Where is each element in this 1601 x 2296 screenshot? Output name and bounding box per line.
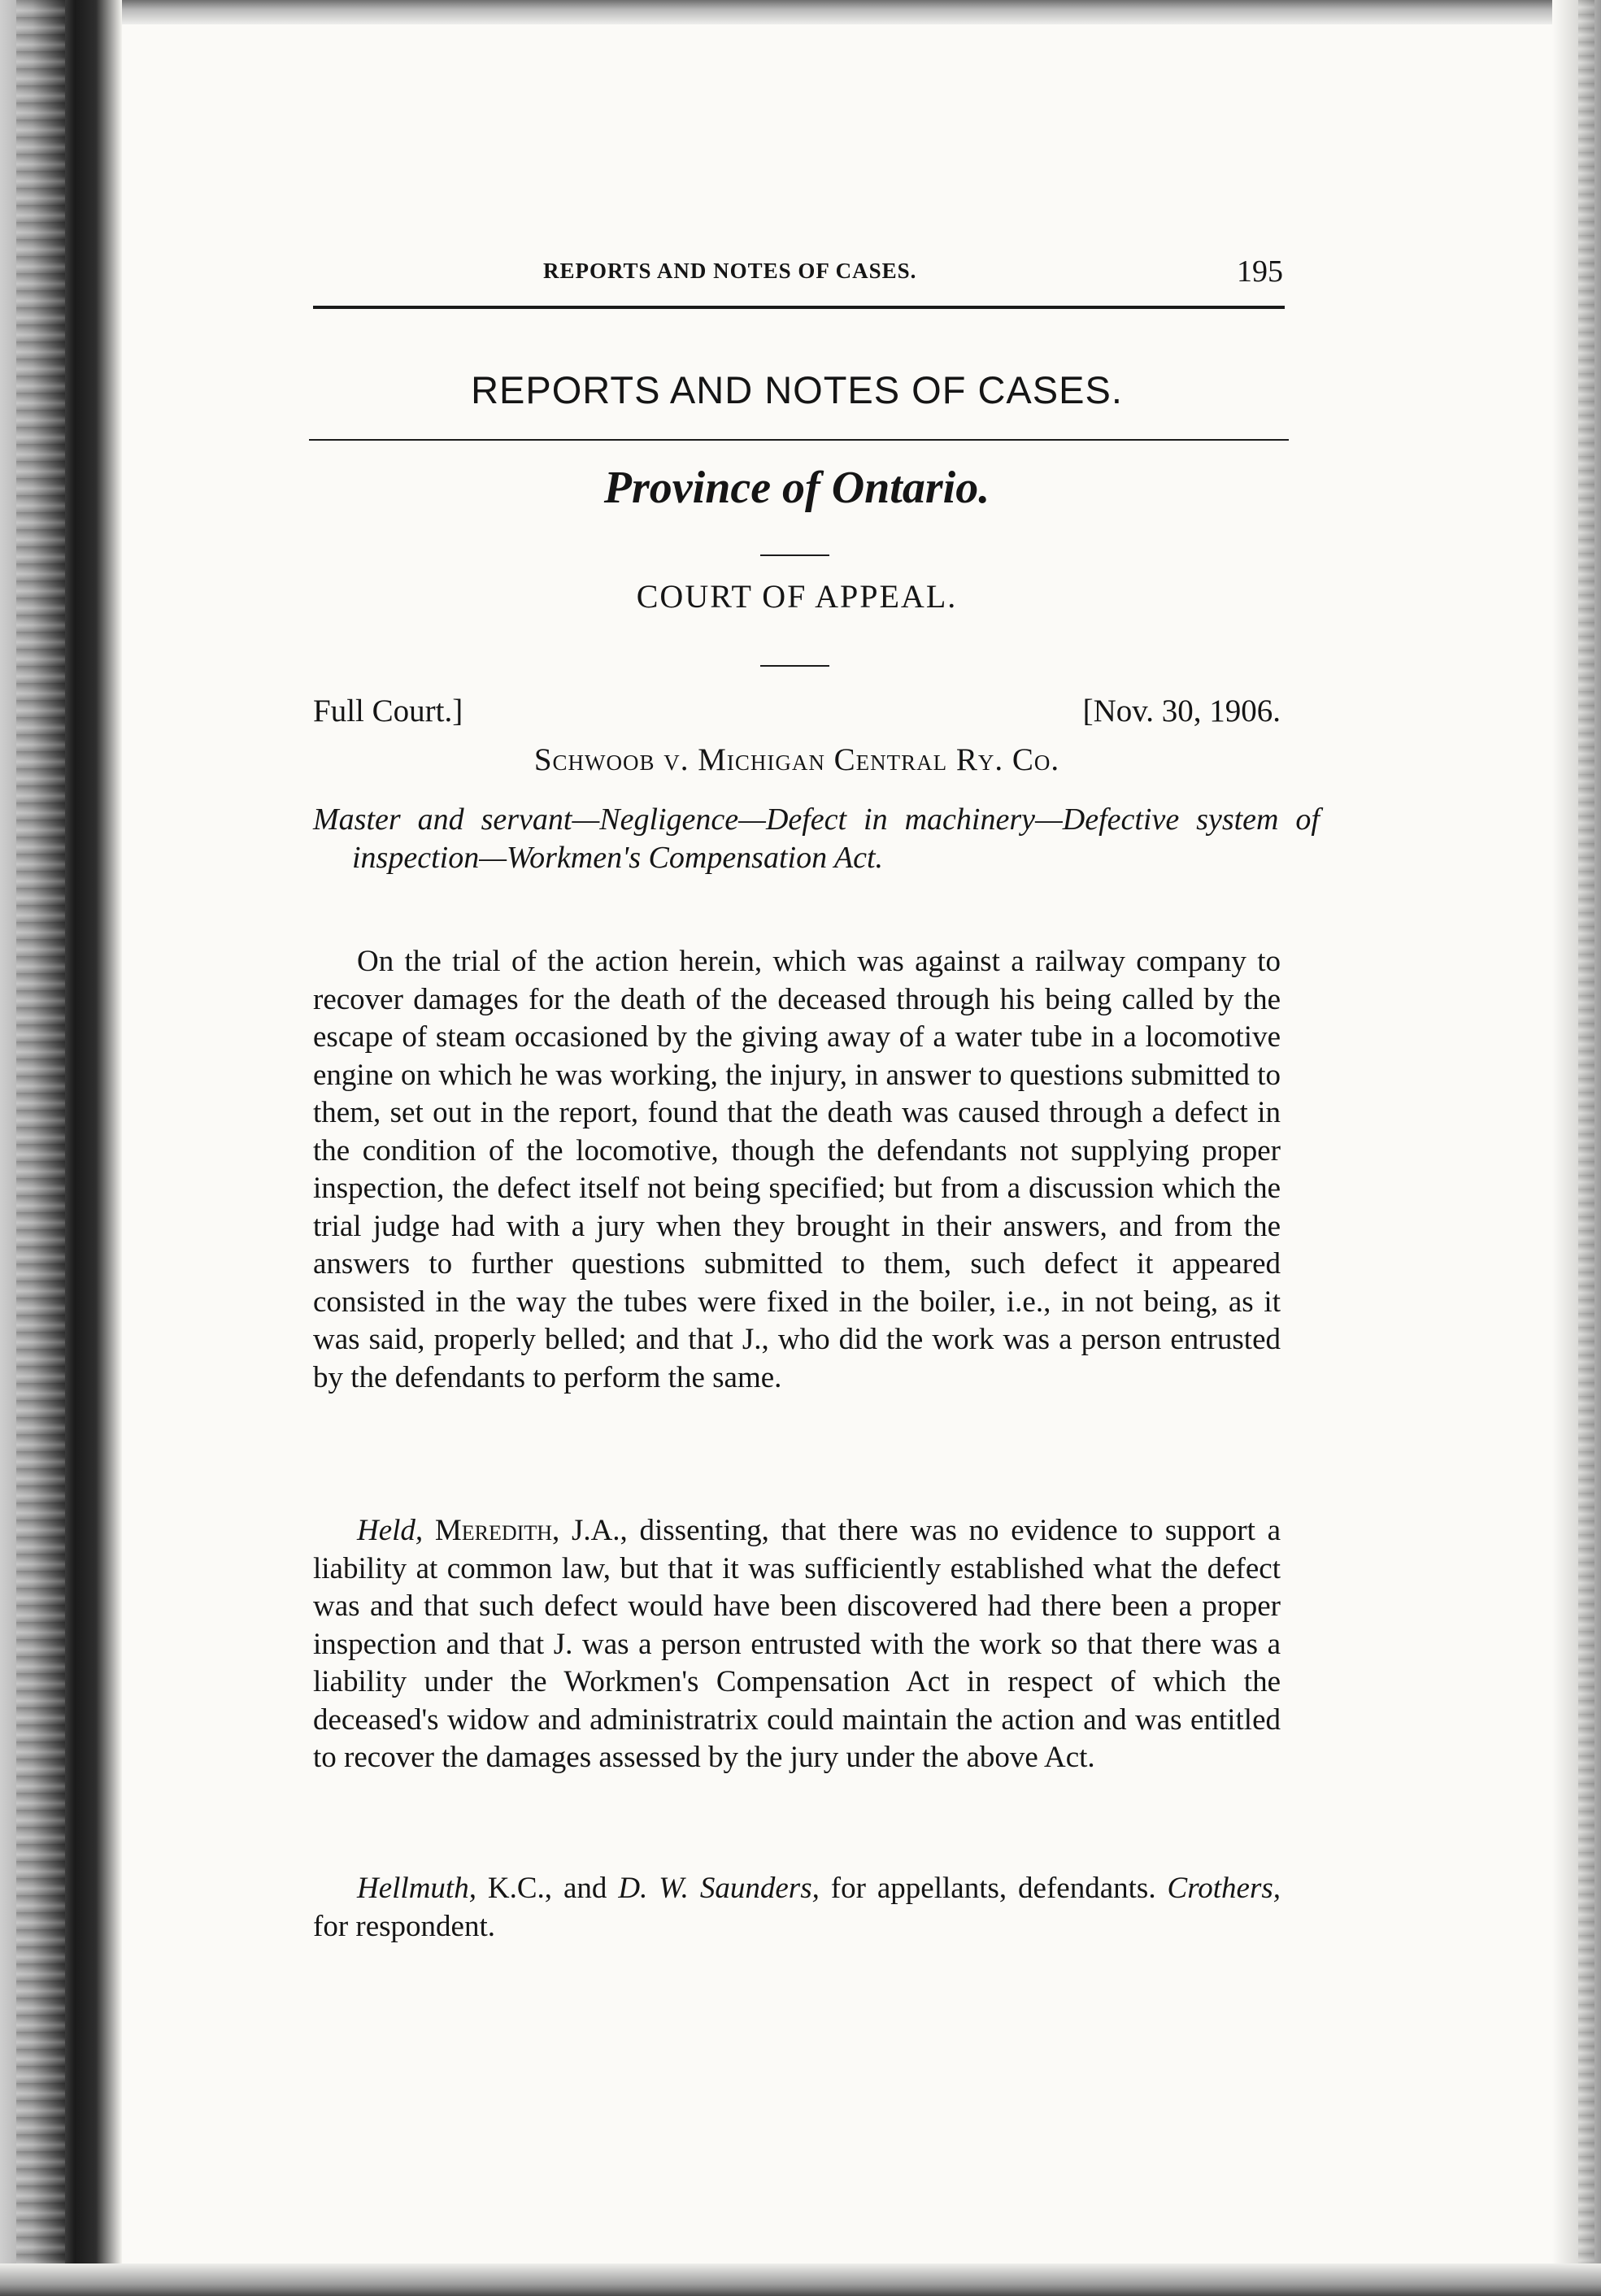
counsel-name-3: Crothers, [1167, 1872, 1281, 1905]
short-rule-2 [760, 665, 829, 667]
paragraph-counsel [313, 1870, 1281, 1946]
counsel-text-3: for respondent. [313, 1909, 495, 1943]
short-rule-1 [760, 554, 829, 556]
held-label: Held, [357, 1514, 424, 1547]
headnote: Master and servant—Negligence—Defect in machinery—Defective system of inspection—Workmen's Compensation Act. [313, 802, 1320, 875]
bench-label: Full Court.] [313, 694, 463, 728]
running-title: REPORTS AND NOTES OF CASES. [543, 259, 917, 283]
counsel-name-1: Hellmuth, [357, 1872, 476, 1905]
section-heading: REPORTS AND NOTES OF CASES. [471, 368, 1123, 411]
header-rule [313, 306, 1285, 309]
held-text: J.A., dissenting, that there was no evidence to support a liability at common law, but that it was sufficiently established what the defect was and that such defect would have been discovered had there been a proper inspection and that J. was a person entrusted with the work so that there was a liability under the Workmen's Compensation Act in respect of which the deceased's widow and administratrix could maintain the action and was entitled to recover the damages assessed by the jury under the above Act. [313, 1514, 1281, 1774]
counsel-name-2: D. W. Saunders, [618, 1872, 820, 1905]
scan-edge-left-noise [16, 0, 65, 2296]
paragraph-held [313, 1512, 1281, 1777]
counsel-text-1: K.C., and [476, 1872, 619, 1905]
scan-edge-right-noise [1578, 0, 1594, 2296]
page-number: 195 [1237, 254, 1283, 289]
court-heading: COURT OF APPEAL. [636, 578, 958, 615]
province-heading: Province of Ontario. [603, 463, 990, 513]
running-head [315, 254, 1283, 294]
scan-edge-top [0, 0, 1601, 24]
counsel-text-2: for appellants, defendants. [819, 1872, 1168, 1905]
bench-date-row [313, 693, 1281, 733]
section-rule [309, 439, 1289, 441]
decision-date: [Nov. 30, 1906. [1082, 694, 1281, 728]
paragraph-facts: On the trial of the action herein, which was against a railway company to recover damages for the death of the deceased through his being called by the escape of steam occasioned by the giving away of a water tube in a locomotive engine on which he was working, the injury, in answer to questions submitted to them, set out in the report, found that the death was caused through a defect in the condition of the locomotive, though the defendants not supplying proper inspection, the defect itself not being specified; but from a discussion which the trial judge had with a jury when they brought in their answers, and from the answers to further questions submitted to them, such defect it appeared consisted in the way the tubes were fixed in the boiler, i.e., in not being, as it was said, properly belled; and that J., who did the work was a person entrusted by the defendants to perform the same. [313, 945, 1281, 1394]
case-title: Schwoob v. Michigan Central Ry. Co. [533, 742, 1060, 777]
judge-name: Meredith, [434, 1514, 560, 1547]
scan-edge-bottom [0, 2263, 1601, 2296]
